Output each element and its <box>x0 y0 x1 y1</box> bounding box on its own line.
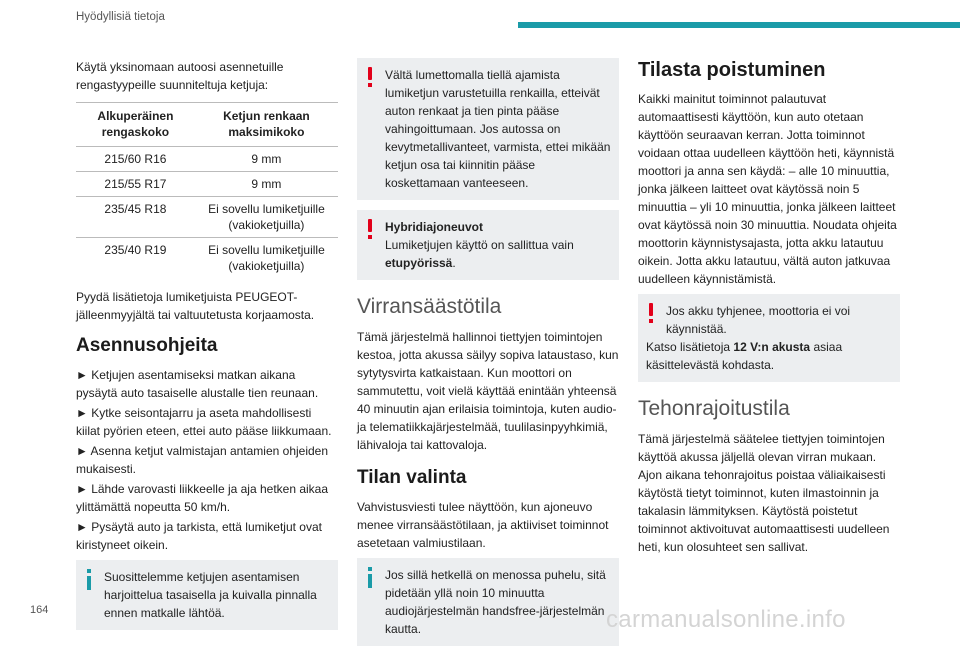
warning-text-pre: Katso lisätietoja <box>646 340 734 354</box>
table-cell: 235/40 R19 <box>76 238 195 279</box>
watermark: carmanualsonline.info <box>606 606 846 633</box>
step-item: ► Lähde varovasti liikkeelle ja aja hetken aikaa ylittämättä nopeutta 50 km/h. <box>76 482 329 514</box>
section-title: Hyödyllisiä tietoja <box>76 11 165 23</box>
info-box <box>76 560 338 630</box>
info-box-text: Suosittelemme ketjujen asentamisen harjoittelua tasaisella ja kuivalla pinnalla ennen matkalle lähtöä. <box>104 570 317 620</box>
info-icon <box>84 569 94 589</box>
table-header-row <box>76 103 338 147</box>
warning-title: Hybridiajoneuvot <box>385 220 484 234</box>
intro-text: Käytä yksinomaan autoosi asennetuille rengastyypeille suunniteltuja ketjuja: <box>76 60 284 92</box>
battery-link-text: 12 V:n akusta <box>733 340 811 354</box>
mode-selection-heading: Tilan valinta <box>357 467 467 488</box>
warning-box-text-1: Jos akku tyhjenee, moottoria ei voi käynnistää. <box>666 304 851 336</box>
header-accent-bar <box>518 22 960 28</box>
page-number: 164 <box>30 604 49 616</box>
page-header <box>0 0 960 40</box>
warning-icon <box>646 303 656 323</box>
table-cell: Ei sovellu lumiketjuille (vakioketjuilla) <box>195 197 338 238</box>
table-row <box>76 197 338 238</box>
table-cell: Ei sovellu lumiketjuille (vakioketjuilla) <box>195 238 338 279</box>
table-cell: 235/45 R18 <box>76 197 195 238</box>
chain-size-table <box>76 102 338 278</box>
exit-mode-text: Kaikki mainitut toiminnot palautuvat automaattisesti käyttöön, kun auto otetaan käyttöön seuraavan kerran. Jotta toiminnot voidaan ottaa uudelleen käyttöön heti, käynnistä moottori ja anna sen käydä: – alle 10 minuuttia, jonka jälkeen laitteet ovat käytössä noin 5 minuuttia – yli 10 minuuttia, jonka jälkeen laitteet ovat käytössä noin 30 minuuttia. Noudata ohjeita moottorin käynnistysajasta, jotta akku latautuu oikein. Jotta akku latautuu, vältä auton jatkuvaa uudelleen käynnistämistä. <box>638 92 897 286</box>
table-header: Alkuperäinen rengaskoko <box>76 103 195 147</box>
warning-box-hybrid <box>357 210 619 280</box>
info-icon <box>365 567 375 587</box>
table-cell: 215/55 R17 <box>76 172 195 197</box>
table-row <box>76 172 338 197</box>
table-cell: 215/60 R16 <box>76 147 195 172</box>
exit-mode-heading: Tilasta poistuminen <box>638 59 826 81</box>
dealer-note: Pyydä lisätietoja lumiketjuista PEUGEOT-jälleenmyyjältä tai valtuutetusta korjaamosta. <box>76 290 315 322</box>
warning-text-post: asiaa käsittelevästä kohdasta. <box>646 340 843 372</box>
table-row <box>76 238 338 279</box>
step-item: ► Asenna ketjut valmistajan antamien ohjeiden mukaisesti. <box>76 444 329 476</box>
column-3 <box>638 58 900 558</box>
column-1 <box>76 58 338 640</box>
power-saving-heading: Virransäästötila <box>357 295 502 318</box>
info-box-text: Jos sillä hetkellä on menossa puhelu, sitä pidetään yllä noin 10 minuutta audiojärjestelmän handsfree-järjestelmän kautta. <box>385 568 606 636</box>
step-item: ► Pysäytä auto ja tarkista, että lumiketjut ovat kiristyneet oikein. <box>76 520 322 552</box>
column-2 <box>357 58 619 656</box>
warning-box-text: Vältä lumettomalla tiellä ajamista lumiketjun varustetuilla renkailla, etteivät auton renkaat ja tien pinta pääse vahingoittumaan. Jos autossa on kevytmetallivanteet, varmista, ettei mikään ketjun osa tai kiinnitin pääse koskettamaan vanteeseen. <box>385 68 611 190</box>
warning-text: Lumiketjujen käyttö on sallittua vain <box>385 238 574 252</box>
table-row <box>76 147 338 172</box>
mode-selection-text: Vahvistusviesti tulee näyttöön, kun ajoneuvo menee virransäästötilaan, ja aktiiviset toiminnot asetetaan valmiustilaan. <box>357 500 609 550</box>
warning-icon <box>365 219 375 239</box>
warning-box <box>638 294 900 382</box>
table-cell: 9 mm <box>195 172 338 197</box>
warning-box <box>357 58 619 200</box>
installation-heading: Asennusohjeita <box>76 335 218 356</box>
warning-bold: etupyörissä <box>385 256 453 270</box>
power-saving-text: Tämä järjestelmä hallinnoi tiettyjen toimintojen kestoa, jotta akussa säilyy sopiva lataustaso, kun sytytysvirta katkaistaan. Kun moottori on sammutettu, voit vielä käyttää enintään yhteensä 40 minuutin ajan erilaisia toimintoja, kuten audio- ja telematiikkajärjestelmää, tuulilasinpyyhkimiä, lähivaloja tai kattovaloja. <box>357 330 619 452</box>
step-item: ► Kytke seisontajarru ja aseta mahdollisesti kiilat pyörien eteen, ettei auto pääse liikkumaan. <box>76 406 332 438</box>
warning-end: . <box>452 256 456 270</box>
step-item: ► Ketjujen asentamiseksi matkan aikana pysäytä auto tasaiselle alustalle tien reunaan. <box>76 368 319 400</box>
warning-icon <box>365 67 375 87</box>
table-cell: 9 mm <box>195 147 338 172</box>
table-header: Ketjun renkaan maksimikoko <box>195 103 338 147</box>
power-limit-text: Tämä järjestelmä säätelee tiettyjen toimintojen käyttöä akussa jäljellä olevan virran mukaan. Ajon aikana tehonrajoitus poistaa väliaikaisesti käytöstä tietyt toiminnot, kuten ilmastoinnin ja takalasin lämmityksen. Käytöstä poistetut toiminnot aktivoituvat automaattisesti uudelleen heti, kun olosuhteet sen sallivat. <box>638 432 890 554</box>
power-limit-heading: Tehonrajoitustila <box>638 397 790 420</box>
info-box <box>357 558 619 646</box>
